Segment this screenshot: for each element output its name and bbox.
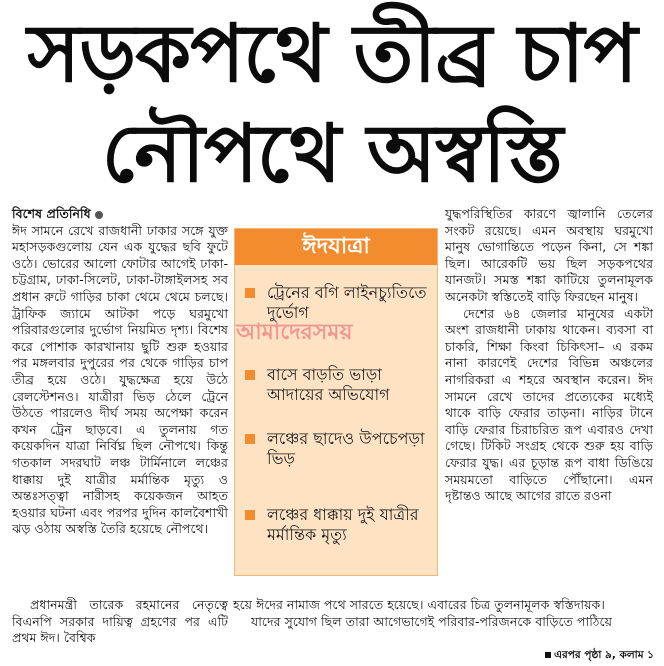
right-paragraph: যুদ্ধপরিস্থিতির কারণে জ্বালানি তেলের সংকট রয়েছে। এমন অবস্থায় ঘরমুখো মানুষ ভোগান্তিতে পড়েন কিনা, সে শঙ্কা ছিল। আরেকটি ভয় ছিল সড়কপথের যানজট। সমস্ত শঙ্কা কাটিয়ে তুলনামূলক অনেকটা স্বস্তিতেই বাড়ি ফিরছেন মানুষ। (445, 206, 653, 304)
square-bullet-icon (245, 434, 255, 444)
bottom-left-text (12, 597, 228, 647)
sidebar-item-text: ট্রেনের বগি লাইনচ্যুতিতে দুর্ভোগ (267, 283, 427, 322)
byline-dot-icon (95, 211, 103, 219)
continuation-text: এরপর পৃষ্ঠা ৯, কলাম ১ (554, 649, 654, 661)
square-bullet-icon (545, 652, 551, 658)
sidebar-item-text: লঞ্চের ধাক্কায় দুই যাত্রীর মর্মান্তিক মৃত্যু (267, 505, 419, 544)
watermark-text: আমাদেরসময় (236, 320, 353, 345)
sidebar-item (245, 505, 431, 545)
article-right-column (445, 206, 653, 505)
watermark-logo (236, 315, 476, 352)
left-paragraph: ঈদ সামনে রেখে রাজধানী ঢাকার সঙ্গে যুক্ত মহাসড়কগুলোয় যেন এক যুদ্ধের ছবি ফুটে ওঠে। ভোরের আলো ফোটার আগেই ঢাকা-চট্টগ্রাম, ঢাকা-সিলেট, ঢাকা-টাঙ্গাইলসহ সব প্রধান রুটে গাড়ির চাকা থেমে থেমে চলছে। ট্রাফিক জ্যামে আটকা পড়ে ঘরমুখো পরিবারগুলোর দুর্ভোগ নিয়মিত দৃশ্য। বিশেষ করে পোশাক কারখানায় ছুটি শুরু হওয়ার পর মঙ্গলবার দুপুরের পর থেকে গাড়ির চাপ তীব্র হয়ে ওঠে। যুদ্ধক্ষেত্র হয়ে উঠে রেলস্টেশনও। যাত্রীরা ভিড় ঠেলে ট্রেনে উঠতে পারলেও দীর্ঘ সময় অপেক্ষা করেন কখন ট্রেন ছাড়বে। এ তুলনায় গত কয়েকদিন যাত্রা নির্বিঘ্ন ছিল নৌপথে। কিন্তু গতকাল সদরঘাট লঞ্চ টার্মিনালে লঞ্চের ধাক্কায় দুই যাত্রীর মর্মান্তিক মৃত্যু ও অন্তঃসত্ত্বা নারীসহ কয়েকজন আহত হওয়ার ঘটনা এবং পরপর দুদিন কালবৈশাখী ঝড় ওঠায় অস্বস্তি তৈরি হয়েছে নৌপথে। (12, 222, 228, 537)
sidebar-item (245, 429, 431, 469)
sidebar-item-text: বাসে বাড়তি ভাড়া আদায়ের অভিযোগ (267, 365, 390, 404)
sidebar-box (234, 228, 438, 576)
bottom-right-paragraph: যাদের সুযোগ ছিল তারা আগেভাগেই পরিবার-পরিজনকে বাড়িতে পাঠিয়ে (251, 613, 613, 629)
headline-line-2: নৌপথে অস্বস্তি (101, 107, 563, 200)
continuation-note (545, 648, 654, 665)
bottom-right-text (233, 597, 653, 630)
bottom-right-paragraph: হয়ে ঈদের নামাজ পথে সারতে হয়েছে। এবারের চিত্র তুলনামূলক স্বস্তিদায়ক। (233, 597, 605, 612)
square-bullet-icon (245, 288, 255, 298)
sidebar-item (245, 365, 431, 405)
right-paragraph: দেশের ৬৪ জেলার মানুষের একটা অংশ রাজধানী ঢাকায় থাকেন। ব্যবসা বা চাকরি, শিক্ষা কিংবা চিকিৎসা– এ রকম নানা কারণেই দেশের বিভিন্ন অঞ্চলের নাগরিকরা এ শহরে অবস্থান করেন। ঈদ সামনে রেখে তাদের প্রত্যেকের মধ্যেই থাকে বাড়ি ফেরার তাড়না। নাড়ির টানে বাড়ি ফেরার চিরাচরিত রূপ এবারও দেখা গেছে। টিকিট সংগ্রহ থেকে শুরু হয় বাড়ি ফেরার যুদ্ধ। এর চূড়ান্ত রূপ বাধা ডিঙিয়ে সময়মতো বাড়িতে পৌঁছানো। এমন দৃষ্টান্তও আছে আগের রাতে রওনা (445, 305, 653, 504)
square-bullet-icon (245, 370, 255, 380)
byline: বিশেষ প্রতিনিধি (12, 206, 91, 221)
sidebar-title: ঈদযাত্রা (235, 229, 437, 265)
bottom-left-paragraph: প্রধানমন্ত্রী তারেক রহমানের নেতৃত্বে বিএনপি সরকার দায়িত্ব গ্রহণের পর এটি প্রথম ঈদ। বৈশ্বিক (12, 597, 228, 646)
square-bullet-icon (245, 510, 255, 520)
article-left-column (12, 206, 228, 538)
sidebar-item-text: লঞ্চের ছাদেও উপচেপড়া ভিড় (267, 429, 425, 468)
headline-line-1: সড়কপথে তীব্র চাপ (27, 7, 637, 100)
